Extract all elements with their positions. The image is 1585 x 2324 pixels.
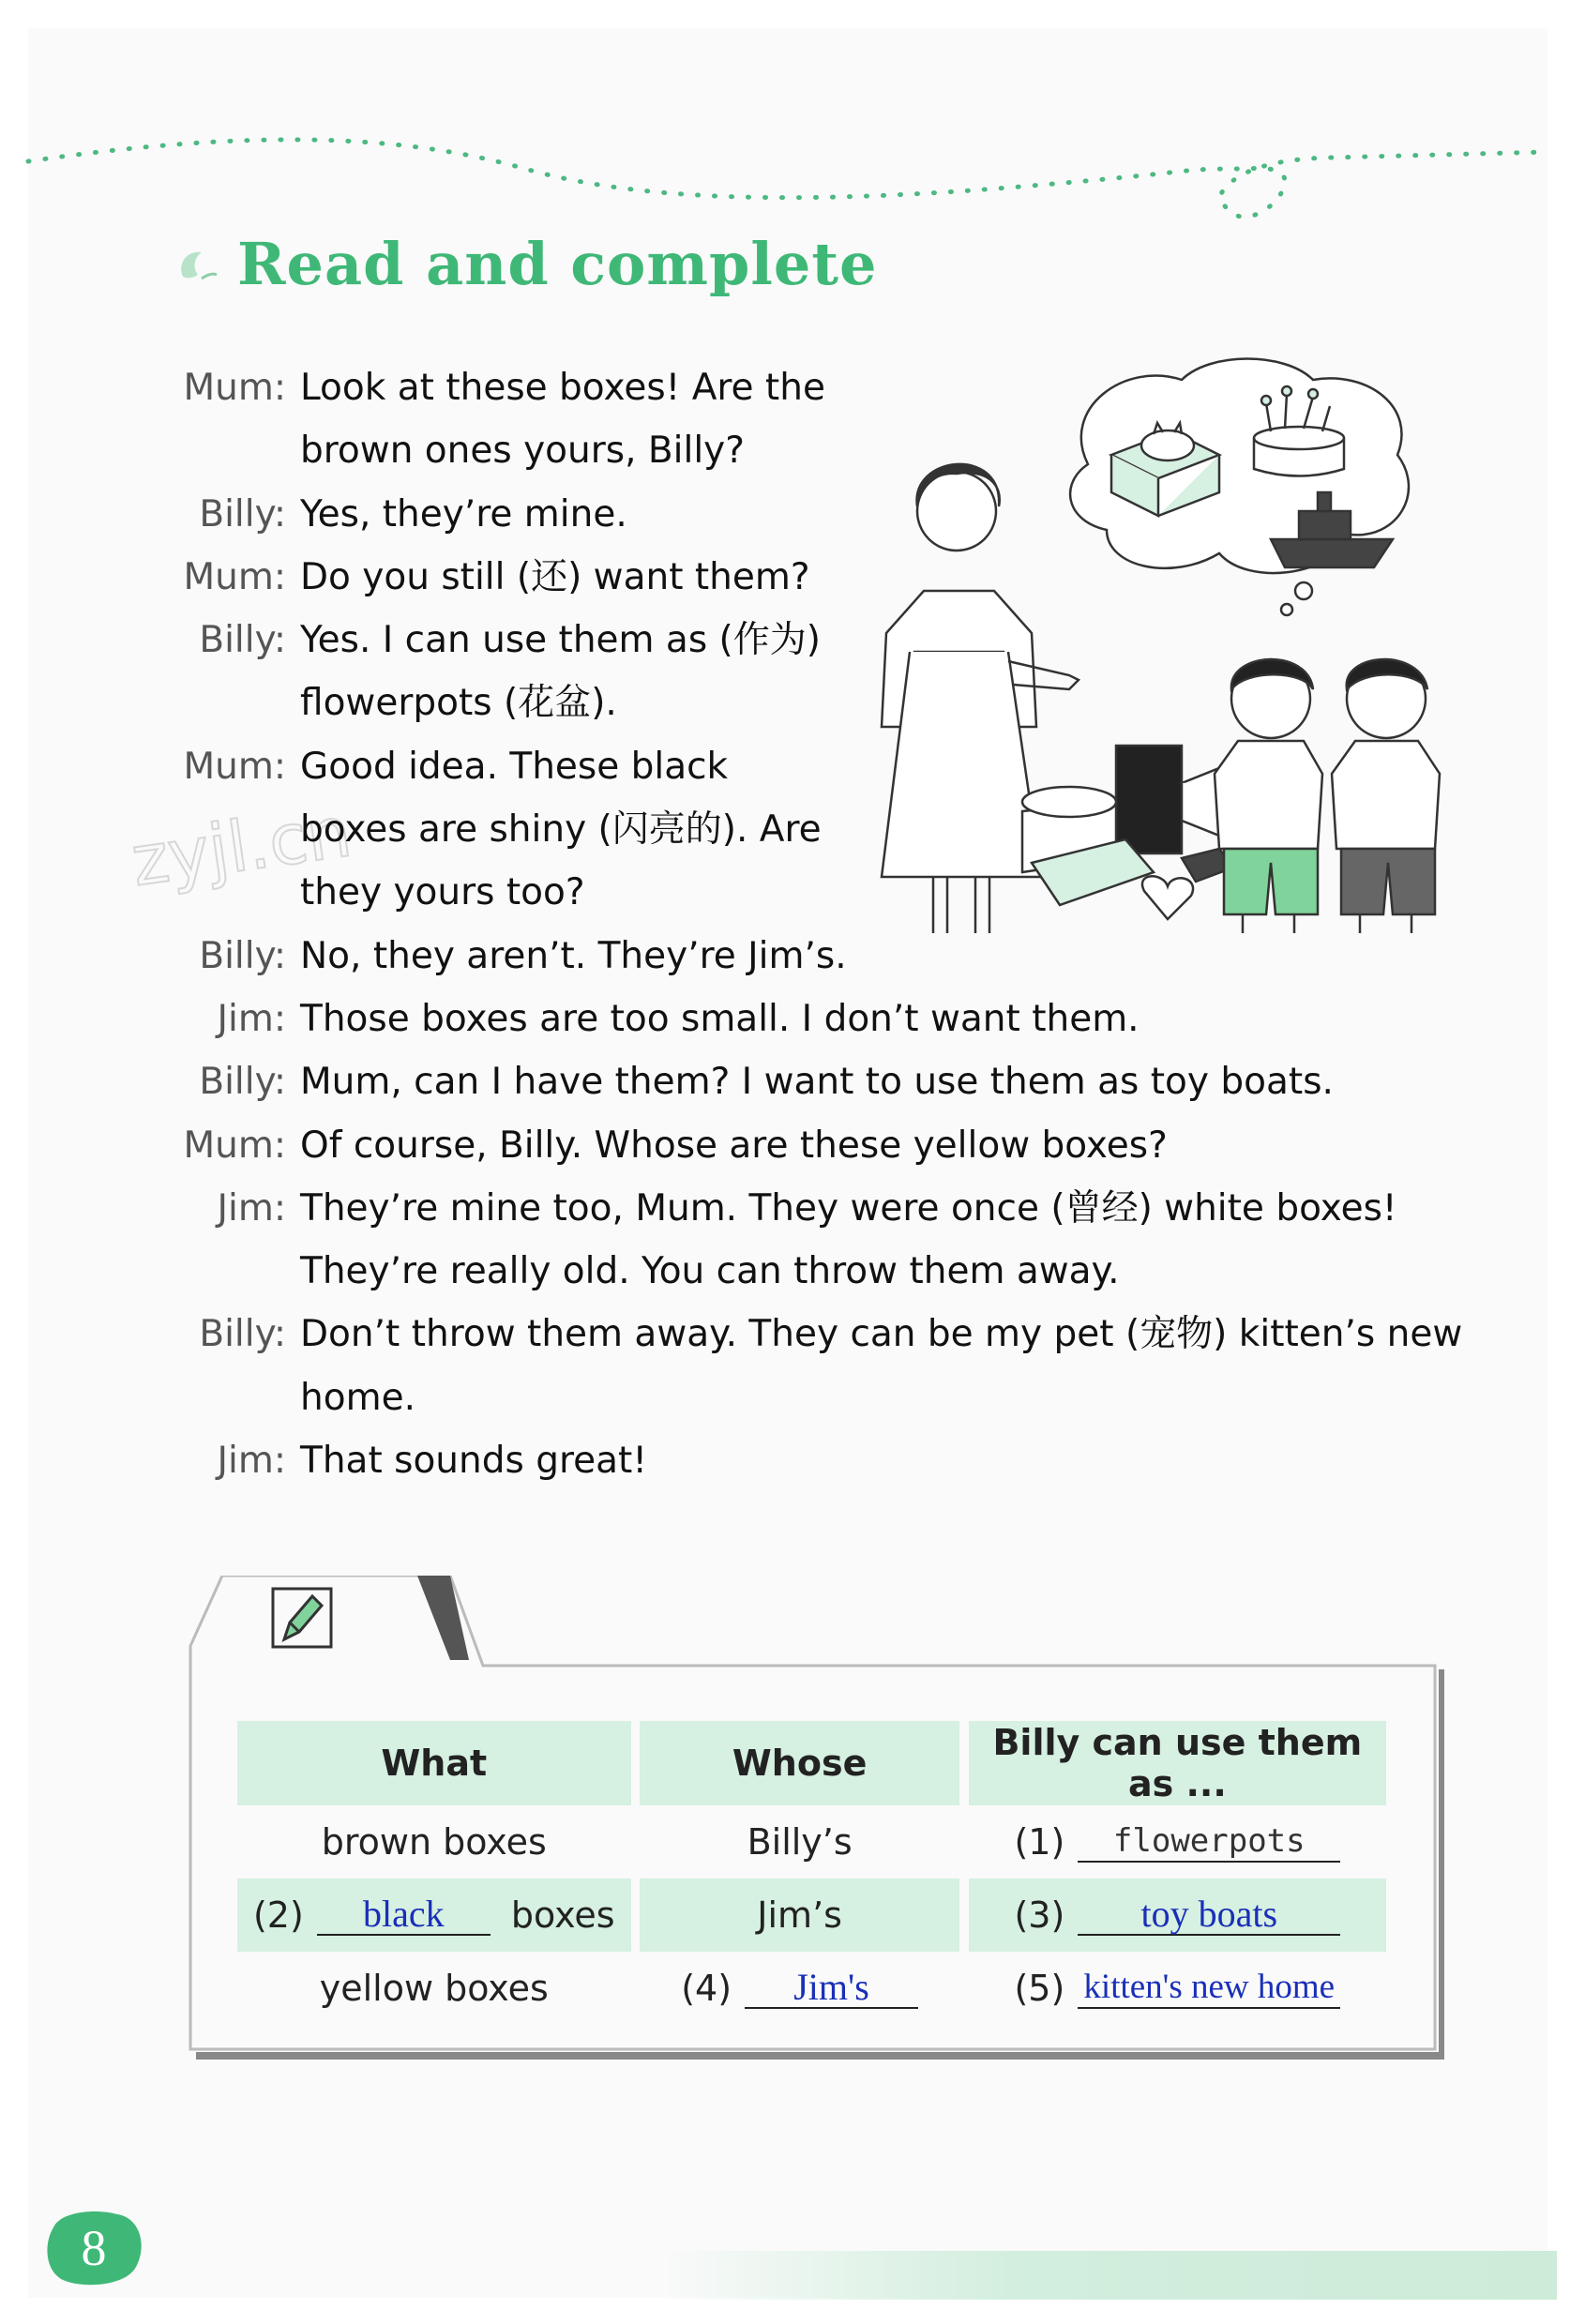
answer-blank[interactable]: kitten's new home — [1078, 1968, 1340, 2009]
cell-use — [969, 1805, 1386, 1879]
column-header-whose: Whose — [640, 1721, 959, 1805]
item-number: (5) — [1014, 1968, 1065, 2009]
watermark: zyjl.cn — [127, 792, 356, 902]
item-number: (2) — [252, 1894, 304, 1936]
page-number: 8 — [81, 2220, 107, 2276]
illustration-mum-and-boys — [844, 352, 1444, 933]
speech: That sounds great! — [300, 1440, 647, 1483]
section-heading — [174, 230, 877, 298]
speech: Yes. I can use them as (作为) — [300, 619, 821, 662]
item-number: (3) — [1014, 1894, 1065, 1936]
answer-blank[interactable]: Jim's — [745, 1968, 918, 2009]
speech: Look at these boxes! Are the — [300, 367, 825, 409]
cell-use — [969, 1879, 1386, 1952]
speaker: Mum: — [183, 555, 286, 598]
speaker: Mum: — [183, 1124, 286, 1167]
table-row — [237, 1805, 1386, 1879]
item-number: (4) — [681, 1968, 732, 2009]
table-header-row — [237, 1721, 1386, 1805]
speech: Yes, they’re mine. — [300, 492, 627, 536]
speech: Do you still (还) want them? — [300, 555, 810, 598]
answer-table — [237, 1721, 1386, 2025]
activity-card — [183, 1576, 1444, 2073]
speaker: Jim: — [217, 997, 286, 1040]
item-number: (1) — [1014, 1821, 1065, 1863]
table-row — [237, 1879, 1386, 1952]
column-header-what: What — [237, 1721, 631, 1805]
answer-blank[interactable]: flowerpots — [1078, 1821, 1340, 1863]
speaker: Billy: — [199, 492, 286, 536]
bottom-decoration-band — [657, 2251, 1557, 2300]
speech: No, they aren’t. They’re Jim’s. — [300, 934, 847, 977]
column-header-use: Billy can use them as ... — [969, 1721, 1386, 1805]
speech: Mum, can I have them? I want to use them as toy boats. — [300, 1061, 1334, 1104]
answer-blank[interactable]: black — [317, 1894, 491, 1936]
speech: home. — [300, 1376, 415, 1419]
speaker: Billy: — [199, 1061, 286, 1104]
table-row — [237, 1952, 1386, 2025]
cell-what: brown boxes — [321, 1821, 547, 1863]
speaker: Mum: — [183, 745, 286, 788]
speaker: Billy: — [199, 934, 286, 977]
speech: flowerpots (花盆). — [300, 682, 617, 725]
speaker: Billy: — [199, 1313, 286, 1356]
cell-whose — [640, 1952, 959, 2025]
pencil-icon — [269, 1585, 335, 1651]
speech: Don’t throw them away. They can be my pet (宠物) kitten’s new — [300, 1313, 1463, 1356]
cell-what — [237, 1879, 631, 1952]
speech: they yours too? — [300, 871, 585, 914]
speech: They’re really old. You can throw them away. — [300, 1250, 1120, 1293]
answer-blank[interactable]: toy boats — [1078, 1894, 1340, 1936]
speaker: Mum: — [183, 367, 286, 409]
speaker: Billy: — [199, 619, 286, 662]
speech: Those boxes are too small. I don’t want them. — [300, 997, 1140, 1040]
cell-use — [969, 1952, 1386, 2025]
cell-whose: Jim’s — [640, 1879, 959, 1952]
speech: brown ones yours, Billy? — [300, 430, 745, 473]
speaker: Jim: — [217, 1186, 286, 1230]
leaf-icon — [174, 241, 220, 288]
speech: They’re mine too, Mum. They were once (曾经) white boxes! — [300, 1186, 1397, 1230]
speech: Good idea. These black — [300, 745, 729, 788]
cell-whose: Billy’s — [747, 1821, 853, 1863]
cell-what: yellow boxes — [319, 1968, 549, 2009]
what-suffix: boxes — [510, 1894, 615, 1936]
speaker: Jim: — [217, 1440, 286, 1483]
speech: Of course, Billy. Whose are these yellow boxes? — [300, 1124, 1168, 1167]
speech: boxes are shiny (闪亮的). Are — [300, 808, 822, 852]
heading-title: Read and complete — [237, 230, 878, 298]
